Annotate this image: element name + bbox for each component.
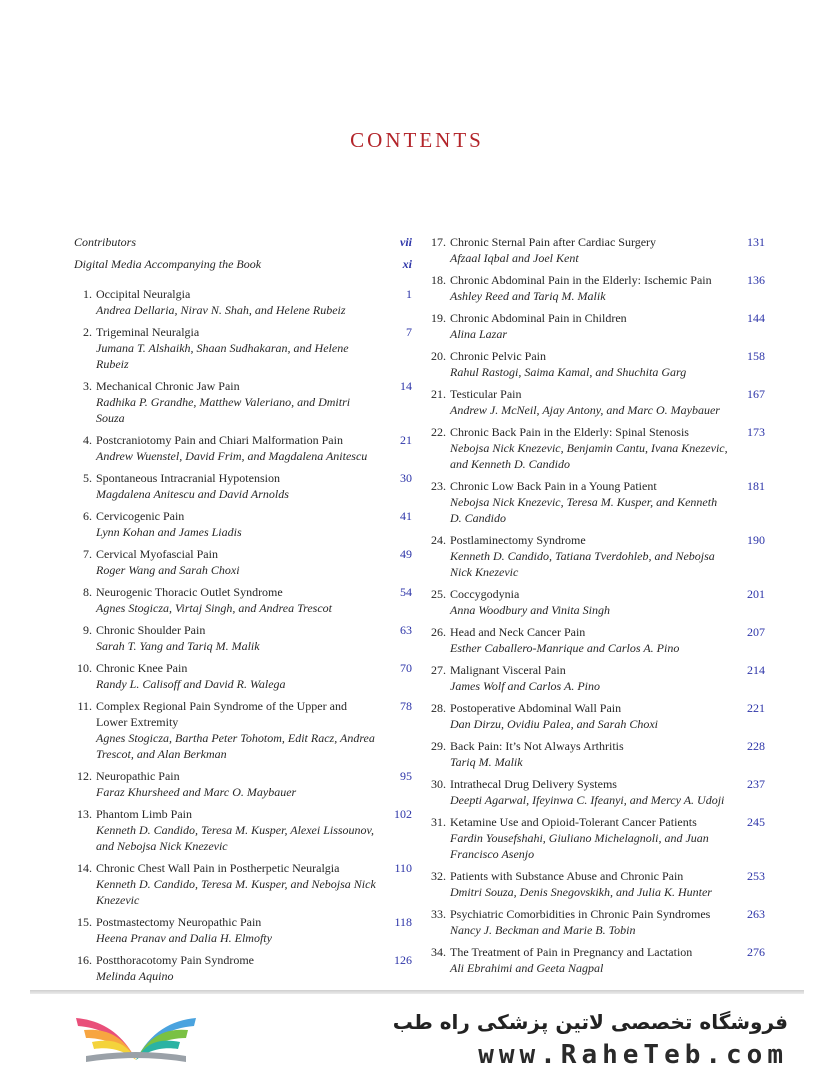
chapter-title: Postmastectomy Neuropathic Pain — [96, 915, 262, 929]
chapter-authors: Afzaal Iqbal and Joel Kent — [450, 251, 579, 265]
page-number: 167 — [747, 387, 765, 401]
chapter-number: 21. — [431, 387, 446, 401]
chapter-authors: Melinda Aquino — [96, 969, 174, 983]
toc-chapter-item[interactable] — [74, 806, 412, 854]
chapter-authors: Jumana T. Alshaikh, Shaan Sudhakaran, and Helene Rubeiz — [96, 341, 349, 371]
toc-right-list — [428, 234, 765, 976]
page-number: 49 — [400, 547, 412, 561]
page-bottom-fade — [30, 990, 804, 994]
toc-left-column — [74, 234, 412, 990]
chapter-title: Malignant Visceral Pain — [450, 663, 566, 677]
chapter-title: The Treatment of Pain in Pregnancy and Lactation — [450, 945, 693, 959]
chapter-authors: Randy L. Calisoff and David R. Walega — [96, 677, 286, 691]
toc-chapter-item[interactable] — [428, 272, 765, 304]
toc-chapter-item[interactable] — [74, 860, 412, 908]
chapter-number: 23. — [431, 479, 446, 493]
chapter-authors: Deepti Agarwal, Ifeyinwa C. Ifeanyi, and Mercy A. Udoji — [450, 793, 725, 807]
page-number: 253 — [747, 869, 765, 883]
page-number: 7 — [406, 325, 412, 339]
page-number: 201 — [747, 587, 765, 601]
chapter-number: 6. — [83, 509, 92, 523]
chapter-title: Occipital Neuralgia — [96, 287, 191, 301]
chapter-title: Ketamine Use and Opioid-Tolerant Cancer Patients — [450, 815, 697, 829]
shop-url[interactable]: www.RaheTeb.com — [478, 1040, 788, 1070]
chapter-number: 10. — [77, 661, 92, 675]
chapter-authors: Nebojsa Nick Knezevic, Teresa M. Kusper, and Kenneth D. Candido — [450, 495, 718, 525]
chapter-authors: Dan Dirzu, Ovidiu Palea, and Sarah Choxi — [450, 717, 658, 731]
chapter-number: 29. — [431, 739, 446, 753]
page-number: 190 — [747, 533, 765, 547]
chapter-title: Chronic Chest Wall Pain in Postherpetic Neuralgia — [96, 861, 340, 875]
chapter-authors: Tariq M. Malik — [450, 755, 523, 769]
chapter-number: 9. — [83, 623, 92, 637]
page-number: 136 — [747, 273, 765, 287]
toc-chapter-item[interactable] — [428, 624, 765, 656]
page-number: 118 — [394, 915, 412, 929]
page-number: 41 — [400, 509, 412, 523]
chapter-title: Postthoracotomy Pain Syndrome — [96, 953, 254, 967]
chapter-number: 33. — [431, 907, 446, 921]
chapter-number: 22. — [431, 425, 446, 439]
toc-chapter-item[interactable] — [74, 660, 412, 692]
chapter-number: 27. — [431, 663, 446, 677]
shop-name: فروشگاه تخصصی لاتین پزشکی راه طب — [392, 1010, 788, 1034]
toc-chapter-item[interactable] — [74, 324, 412, 372]
chapter-authors: Kenneth D. Candido, Teresa M. Kusper, Alexei Lissounov, and Nebojsa Nick Knezevic — [96, 823, 374, 853]
chapter-title: Neurogenic Thoracic Outlet Syndrome — [96, 585, 283, 599]
chapter-number: 26. — [431, 625, 446, 639]
chapter-title: Chronic Sternal Pain after Cardiac Surgery — [450, 235, 657, 249]
chapter-authors: Andrew J. McNeil, Ajay Antony, and Marc O. Maybauer — [450, 403, 720, 417]
chapter-authors: Dmitri Souza, Denis Snegovskikh, and Julia K. Hunter — [450, 885, 712, 899]
toc-chapter-item[interactable] — [428, 310, 765, 342]
toc-chapter-item[interactable] — [428, 234, 765, 266]
toc-chapter-item[interactable] — [74, 546, 412, 578]
chapter-title: Intrathecal Drug Delivery Systems — [450, 777, 617, 791]
toc-chapter-item[interactable] — [428, 906, 765, 938]
toc-left-list — [74, 286, 412, 984]
page-number: 245 — [747, 815, 765, 829]
toc-chapter-item[interactable] — [428, 478, 765, 526]
chapter-number: 14. — [77, 861, 92, 875]
toc-chapter-item[interactable] — [428, 662, 765, 694]
toc-chapter-item[interactable] — [428, 532, 765, 580]
page-number: 207 — [747, 625, 765, 639]
chapter-title: Testicular Pain — [450, 387, 522, 401]
toc-chapter-item[interactable] — [74, 432, 412, 464]
chapter-authors: Agnes Stogicza, Bartha Peter Tohotom, Edit Racz, Andrea Trescot, and Alan Berkman — [96, 731, 375, 761]
chapter-authors: Faraz Khursheed and Marc O. Maybauer — [96, 785, 297, 799]
chapter-title: Postoperative Abdominal Wall Pain — [450, 701, 622, 715]
chapter-authors: Radhika P. Grandhe, Matthew Valeriano, and Dmitri Souza — [96, 395, 351, 425]
chapter-number: 24. — [431, 533, 446, 547]
toc-chapter-item[interactable] — [74, 952, 412, 984]
chapter-title: Chronic Low Back Pain in a Young Patient — [450, 479, 657, 493]
chapter-title: Chronic Abdominal Pain in the Elderly: Ischemic Pain — [450, 273, 712, 287]
chapter-title: Chronic Pelvic Pain — [450, 349, 546, 363]
page-number: 158 — [747, 349, 765, 363]
page-number: 221 — [747, 701, 765, 715]
page-number: 102 — [394, 807, 412, 821]
page-number: 54 — [400, 585, 412, 599]
chapter-authors: Alina Lazar — [450, 327, 508, 341]
chapter-number: 28. — [431, 701, 446, 715]
chapter-authors: Andrea Dellaria, Nirav N. Shah, and Helene Rubeiz — [96, 303, 346, 317]
page-number: 30 — [400, 471, 412, 485]
page-number: 214 — [747, 663, 765, 677]
chapter-number: 12. — [77, 769, 92, 783]
chapter-number: 1. — [83, 287, 92, 301]
toc-chapter-item[interactable] — [428, 424, 765, 472]
chapter-number: 16. — [77, 953, 92, 967]
chapter-authors: Ali Ebrahimi and Geeta Nagpal — [450, 961, 604, 975]
page-number: 63 — [400, 623, 412, 637]
page-number: 144 — [747, 311, 765, 325]
toc-chapter-item[interactable] — [74, 378, 412, 426]
toc-chapter-item[interactable] — [428, 386, 765, 418]
book-logo-icon — [72, 1002, 200, 1068]
chapter-authors: Sarah T. Yang and Tariq M. Malik — [96, 639, 260, 653]
page-number: 78 — [400, 699, 412, 713]
page-number: 263 — [747, 907, 765, 921]
toc-chapter-item[interactable] — [74, 508, 412, 540]
chapter-title: Spontaneous Intracranial Hypotension — [96, 471, 280, 485]
toc-chapter-item[interactable] — [74, 768, 412, 800]
toc-chapter-item[interactable] — [428, 776, 765, 808]
toc-chapter-item[interactable] — [74, 698, 412, 762]
page-number: 95 — [400, 769, 412, 783]
chapter-number: 8. — [83, 585, 92, 599]
chapter-title: Postcraniotomy Pain and Chiari Malformation Pain — [96, 433, 343, 447]
chapter-number: 17. — [431, 235, 446, 249]
page-number: 1 — [406, 287, 412, 301]
page-number: xi — [402, 257, 412, 271]
toc-chapter-item[interactable] — [428, 868, 765, 900]
chapter-title: Chronic Shoulder Pain — [96, 623, 206, 637]
toc-chapter-item[interactable] — [428, 814, 765, 862]
chapter-number: 18. — [431, 273, 446, 287]
chapter-authors: Esther Caballero-Manrique and Carlos A. Pino — [450, 641, 680, 655]
chapter-title: Mechanical Chronic Jaw Pain — [96, 379, 240, 393]
toc-chapter-item[interactable] — [74, 622, 412, 654]
toc-chapter-item[interactable] — [428, 738, 765, 770]
toc-front-matter-item[interactable] — [74, 234, 412, 250]
chapter-number: 34. — [431, 945, 446, 959]
toc-chapter-item[interactable] — [428, 348, 765, 380]
chapter-number: 5. — [83, 471, 92, 485]
chapter-number: 31. — [431, 815, 446, 829]
toc-chapter-item[interactable] — [428, 700, 765, 732]
chapter-authors: Fardin Yousefshahi, Giuliano Michelagnoli, and Juan Francisco Asenjo — [450, 831, 709, 861]
chapter-title: Cervical Myofascial Pain — [96, 547, 218, 561]
toc-chapter-item[interactable] — [74, 286, 412, 318]
toc-chapter-item[interactable] — [74, 584, 412, 616]
chapter-number: 15. — [77, 915, 92, 929]
chapter-authors: Rahul Rastogi, Saima Kamal, and Shuchita Garg — [450, 365, 687, 379]
watermark-banner — [0, 996, 834, 1080]
chapter-title: Phantom Limb Pain — [96, 807, 192, 821]
front-matter-title: Contributors — [74, 235, 137, 249]
chapter-authors: Heena Pranav and Dalia H. Elmofty — [96, 931, 272, 945]
chapter-number: 13. — [77, 807, 92, 821]
chapter-number: 2. — [83, 325, 92, 339]
chapter-title: Chronic Back Pain in the Elderly: Spinal Stenosis — [450, 425, 689, 439]
chapter-number: 25. — [431, 587, 446, 601]
chapter-number: 7. — [83, 547, 92, 561]
chapter-authors: Nancy J. Beckman and Marie B. Tobin — [450, 923, 636, 937]
chapter-authors: Andrew Wuenstel, David Frim, and Magdalena Anitescu — [96, 449, 368, 463]
chapter-authors: Lynn Kohan and James Liadis — [96, 525, 242, 539]
page-number: 237 — [747, 777, 765, 791]
toc-front-matter-item[interactable] — [74, 256, 412, 272]
chapter-number: 32. — [431, 869, 446, 883]
page-number: vii — [400, 235, 412, 249]
chapter-authors: Nebojsa Nick Knezevic, Benjamin Cantu, Ivana Knezevic, and Kenneth D. Candido — [450, 441, 728, 471]
chapter-title: Trigeminal Neuralgia — [96, 325, 200, 339]
page-number: 14 — [400, 379, 412, 393]
chapter-number: 20. — [431, 349, 446, 363]
page-number: 228 — [747, 739, 765, 753]
page-number: 70 — [400, 661, 412, 675]
chapter-authors: James Wolf and Carlos A. Pino — [450, 679, 601, 693]
chapter-title: Head and Neck Cancer Pain — [450, 625, 586, 639]
chapter-title: Chronic Abdominal Pain in Children — [450, 311, 627, 325]
chapter-authors: Roger Wang and Sarah Choxi — [96, 563, 240, 577]
chapter-title: Cervicogenic Pain — [96, 509, 185, 523]
page-number: 181 — [747, 479, 765, 493]
page-title: CONTENTS — [350, 128, 484, 152]
chapter-number: 30. — [431, 777, 446, 791]
page-number: 173 — [747, 425, 765, 439]
page-number: 21 — [400, 433, 412, 447]
toc-chapter-item[interactable] — [74, 914, 412, 946]
chapter-title: Coccygodynia — [450, 587, 520, 601]
toc-chapter-item[interactable] — [74, 470, 412, 502]
front-matter-title: Digital Media Accompanying the Book — [74, 257, 262, 271]
chapter-title: Psychiatric Comorbidities in Chronic Pain Syndromes — [450, 907, 711, 921]
toc-chapter-item[interactable] — [428, 586, 765, 618]
chapter-authors: Magdalena Anitescu and David Arnolds — [96, 487, 289, 501]
chapter-number: 11. — [77, 699, 92, 713]
chapter-title: Chronic Knee Pain — [96, 661, 188, 675]
chapter-title: Complex Regional Pain Syndrome of the Upper and Lower Extremity — [96, 699, 347, 729]
page-number: 131 — [747, 235, 765, 249]
chapter-authors: Ashley Reed and Tariq M. Malik — [450, 289, 606, 303]
chapter-authors: Kenneth D. Candido, Teresa M. Kusper, and Nebojsa Nick Knezevic — [96, 877, 376, 907]
chapter-title: Neuropathic Pain — [96, 769, 180, 783]
chapter-number: 3. — [83, 379, 92, 393]
toc-right-column — [428, 234, 765, 982]
toc-chapter-item[interactable] — [428, 944, 765, 976]
chapter-title: Back Pain: It’s Not Always Arthritis — [450, 739, 624, 753]
chapter-number: 4. — [83, 433, 92, 447]
chapter-title: Postlaminectomy Syndrome — [450, 533, 586, 547]
chapter-authors: Kenneth D. Candido, Tatiana Tverdohleb, and Nebojsa Nick Knezevic — [450, 549, 715, 579]
chapter-authors: Agnes Stogicza, Virtaj Singh, and Andrea Trescot — [96, 601, 332, 615]
page-number: 126 — [394, 953, 412, 967]
page-number: 110 — [394, 861, 412, 875]
page-number: 276 — [747, 945, 765, 959]
chapter-number: 19. — [431, 311, 446, 325]
chapter-title: Patients with Substance Abuse and Chronic Pain — [450, 869, 684, 883]
chapter-authors: Anna Woodbury and Vinita Singh — [450, 603, 610, 617]
